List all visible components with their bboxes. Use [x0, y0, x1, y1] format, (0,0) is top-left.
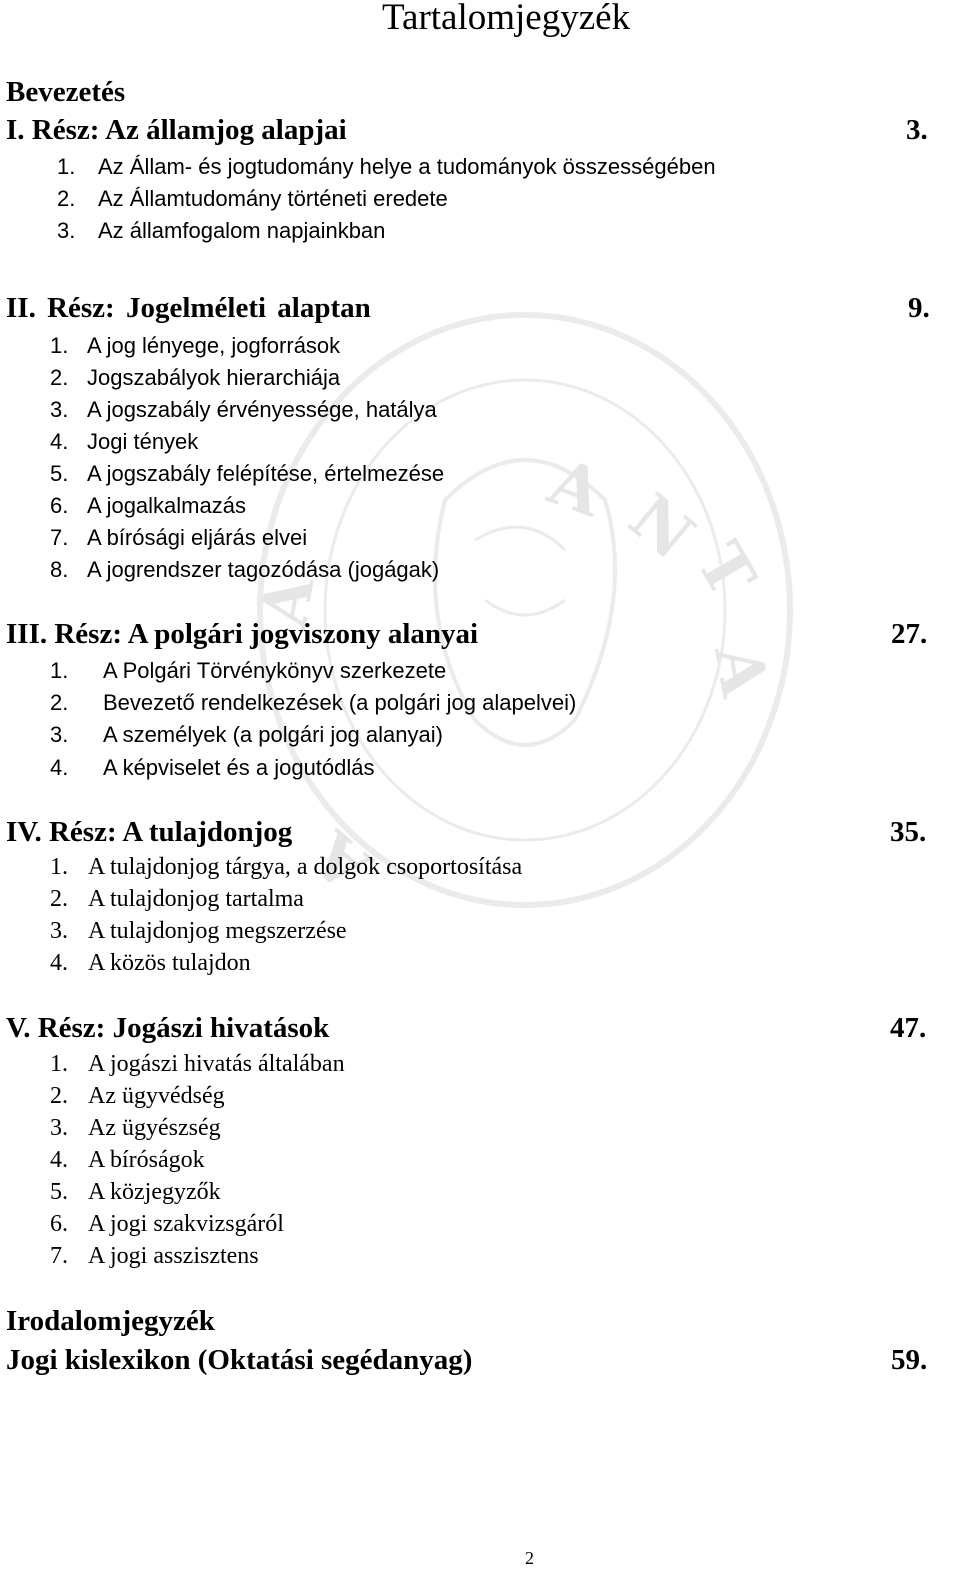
svg-text:N: N: [614, 479, 708, 575]
toc-item: 6. A jogi szakvizsgáról: [50, 1211, 284, 1237]
toc-item: 4. Jogi tények: [50, 429, 199, 454]
toc-item: 7. A jogi asszisztens: [50, 1243, 259, 1269]
toc-item: 1. A tulajdonjog tárgya, a dolgok csoportosítása: [50, 854, 523, 880]
page-title: Tartalomjegyzék: [382, 0, 631, 38]
section-heading: I. Rész: Az államjog alapjai: [6, 114, 347, 146]
toc-item: 7. A bírósági eljárás elvei: [50, 525, 308, 550]
lexicon-page: 59.: [891, 1344, 928, 1376]
intro-heading: Bevezetés: [6, 76, 126, 108]
toc-item: 2. Az Államtudomány történeti eredete: [57, 186, 448, 211]
watermark-seal: [245, 300, 805, 920]
section-heading: III. Rész: A polgári jogviszony alanyai: [6, 618, 479, 650]
svg-text:A: A: [539, 444, 612, 533]
toc-item: 3. A tulajdonjog megszerzése: [50, 918, 347, 944]
toc-item: 1. A Polgári Törvénykönyv szerkezete: [50, 658, 447, 683]
svg-text:A: A: [699, 639, 782, 702]
toc-item: 8. A jogrendszer tagozódása (jogágak): [50, 557, 440, 582]
svg-text:A: A: [246, 570, 330, 633]
toc-item: 1. A jog lényege, jogforrások: [50, 333, 341, 358]
toc-item: 3. A személyek (a polgári jog alanyai): [50, 722, 443, 747]
section-page: 35.: [890, 816, 927, 848]
toc-item: 6. A jogalkalmazás: [50, 493, 246, 518]
toc-item: 5. A jogszabály felépítése, értelmezése: [50, 461, 445, 486]
toc-item: 4. A képviselet és a jogutódlás: [50, 755, 375, 780]
section-heading: V. Rész: Jogászi hivatások: [6, 1012, 330, 1044]
svg-text:T: T: [681, 530, 770, 610]
toc-item: 3. Az ügyészség: [50, 1115, 221, 1141]
toc-item: 1. Az Állam- és jogtudomány helye a tudományok összességében: [57, 154, 716, 179]
bibliography-heading: Irodalomjegyzék: [6, 1305, 215, 1337]
lexicon-heading: Jogi kislexikon (Oktatási segédanyag): [6, 1344, 473, 1376]
section-heading: II. Rész: Jogelméleti alaptan: [6, 292, 371, 324]
toc-item: 2. Bevezető rendelkezések (a polgári jog alapelvei): [50, 690, 577, 715]
section-page: 27.: [891, 618, 928, 650]
toc-item: 2. Jogszabályok hierarchiája: [50, 365, 341, 390]
toc-item: 1. A jogászi hivatás általában: [50, 1051, 345, 1077]
toc-item: 2. A tulajdonjog tartalma: [50, 886, 304, 912]
section-page: 47.: [890, 1012, 927, 1044]
toc-item: 2. Az ügyvédség: [50, 1083, 225, 1109]
section-heading: IV. Rész: A tulajdonjog: [6, 816, 293, 848]
toc-item: 3. A jogszabály érvényessége, hatálya: [50, 397, 437, 422]
section-page: 9.: [908, 292, 930, 324]
toc-item: 5. A közjegyzők: [50, 1179, 221, 1205]
toc-item: 4. A bíróságok: [50, 1147, 205, 1173]
svg-text:A: A: [299, 815, 386, 906]
toc-item: 4. A közös tulajdon: [50, 950, 251, 976]
section-page: 3.: [906, 114, 928, 146]
toc-item: 3. Az államfogalom napjainkban: [57, 218, 386, 243]
page-number: 2: [525, 1548, 534, 1568]
